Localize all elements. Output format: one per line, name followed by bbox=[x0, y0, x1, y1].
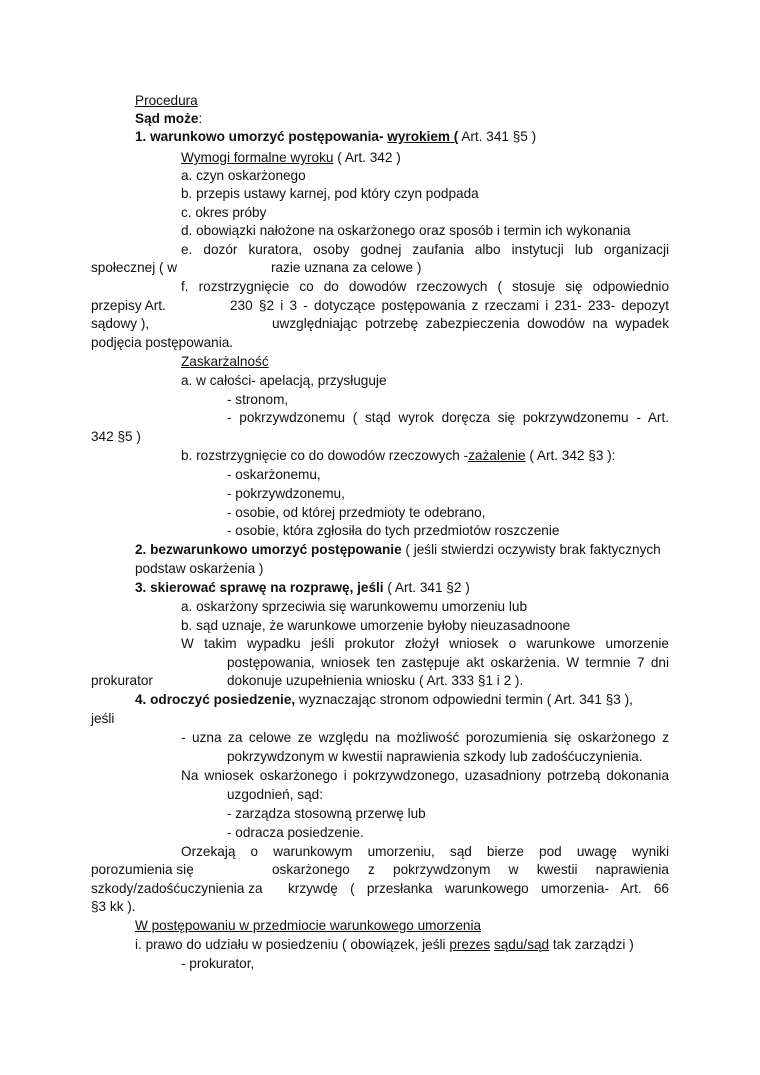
court-can-label: Sąd może bbox=[135, 111, 199, 126]
point-4-o4: §3 kk ). bbox=[91, 899, 136, 914]
appeal-b-4: - osobie, która zgłosiła do tych przedmiotów roszczenie bbox=[227, 523, 560, 538]
formal-requirements-ref: ( Art. 342 ) bbox=[333, 150, 401, 165]
point-4-u2: pokrzywdzonym w kwestii naprawienia szkody lub zadośćuczynienia. bbox=[227, 749, 643, 764]
formal-requirements-label: Wymogi formalne wyroku bbox=[181, 150, 334, 165]
formal-requirements-line bbox=[181, 149, 401, 167]
point-4-u1: - uzna za celowe ze względu na możliwość porozumienia się oskarżonego z bbox=[181, 730, 669, 745]
point-4-o2-end: oskarżonego z pokrzywdzonym w kwestii naprawienia bbox=[272, 862, 669, 877]
req-f-line3-end: uwzględniając potrzebę zabezpieczenia dowodów na wypadek bbox=[272, 316, 669, 331]
point-4-o3-end: krzywdę ( przesłanka warunkowego umorzenia- Art. 66 bbox=[288, 881, 669, 896]
point-4-title: 4. odroczyć posiedzenie, bbox=[135, 692, 296, 707]
appeal-b-2: - pokrzywdzonemu, bbox=[227, 486, 345, 501]
section-5-i bbox=[135, 936, 634, 954]
point-3-para-line3-end: dokonuje uzupełnienia wniosku ( Art. 333 §1 i 2 ). bbox=[227, 673, 524, 688]
point-3-b: b. sąd uznaje, że warunkowe umorzenie byłoby nieuzasadnoone bbox=[181, 618, 571, 633]
point-3-heading bbox=[135, 579, 470, 597]
section-5-i-1: - prokurator, bbox=[181, 956, 255, 971]
point-4-o2-start: porozumienia się bbox=[91, 862, 194, 877]
req-e-line2-start: społecznej ( w bbox=[91, 260, 178, 275]
point-3-title: 3. skierować sprawę na rozprawę, jeśli bbox=[135, 580, 384, 595]
point-4-m3: - zarządza stosowną przerwę lub bbox=[227, 806, 426, 821]
point-4-o3-start: szkody/zadośćuczynienia za bbox=[91, 881, 263, 896]
point-1-heading bbox=[135, 128, 536, 146]
section-5-i-post: tak zarządzi ) bbox=[549, 937, 634, 952]
point-4-text: wyznaczając stronom odpowiedni termin ( Art. 341 §3 ), bbox=[295, 692, 633, 707]
req-a: a. czyn oskarżonego bbox=[181, 168, 306, 183]
req-e-line2-end: razie uznana za celowe ) bbox=[271, 260, 422, 275]
colon: : bbox=[198, 111, 203, 126]
point-3-ref: ( Art. 341 §2 ) bbox=[383, 580, 470, 595]
court-term: sądu/sąd bbox=[493, 937, 550, 952]
appeal-b-post: ( Art. 342 §3 ): bbox=[525, 448, 616, 463]
point-4-line2: jeśli bbox=[91, 711, 115, 726]
req-e-line1: e. dozór kuratora, osoby godnej zaufania albo instytucji lub organizacji bbox=[181, 242, 669, 257]
point-4-o1: Orzekają o warunkowym umorzeniu, sąd bierze pod uwagę wyniki bbox=[181, 844, 669, 859]
appeal-a-2-cont: 342 §5 ) bbox=[91, 429, 141, 444]
court-can-line bbox=[135, 110, 202, 128]
point-3-a: a. oskarżony sprzeciwia się warunkowemu umorzeniu lub bbox=[181, 599, 528, 614]
point-4-m1: Na wniosek oskarżonego i pokrzywdzonego, uzasadniony potrzebą dokonania bbox=[181, 768, 669, 783]
complaint-term: zażalenie bbox=[468, 448, 526, 463]
point-4-m4: - odracza posiedzenie. bbox=[227, 825, 364, 840]
point-3-para-line1: W takim wypadku jeśli prokutor złożył wniosek o warunkowe umorzenie bbox=[181, 636, 669, 651]
president-term: prezes bbox=[449, 937, 491, 952]
point-1-ref: Art. 341 §5 ) bbox=[458, 129, 537, 144]
req-c: c. okres próby bbox=[181, 205, 267, 220]
appealability-label: Zaskarżalność bbox=[181, 354, 269, 369]
point-1-title: 1. warunkowo umorzyć postępowania- bbox=[135, 129, 384, 144]
appeal-a: a. w całości- apelacją, przysługuje bbox=[181, 373, 387, 388]
verdict-term: wyrokiem ( bbox=[387, 129, 459, 144]
appeal-a-1: - stronom, bbox=[227, 392, 289, 407]
point-4-line1 bbox=[135, 691, 633, 709]
req-f-line2-start: przepisy Art. bbox=[91, 298, 166, 313]
req-f-line3-start: sądowy ), bbox=[91, 316, 150, 331]
req-d: d. obowiązki nałożone na oskarżonego oraz sposób i termin ich wykonania bbox=[181, 223, 631, 238]
req-f-line1: f. rozstrzygnięcie co do dowodów rzeczowych ( stosuje się odpowiednio bbox=[181, 279, 669, 294]
section-5-i-pre: i. prawo do udziału w posiedzeniu ( obowiązek, jeśli bbox=[135, 937, 450, 952]
section-title: Procedura bbox=[135, 93, 198, 108]
req-f-line2-end: 230 §2 i 3 - dotyczące postępowania z rzeczami i 231- 233- depozyt bbox=[230, 298, 669, 313]
point-2-line2: podstaw oskarżenia ) bbox=[135, 561, 264, 576]
req-f-line4: podjęcia postępowania. bbox=[91, 335, 234, 350]
point-2-text: ( jeśli stwierdzi oczywisty brak faktycznych bbox=[401, 542, 661, 557]
point-2-line1 bbox=[135, 541, 669, 559]
appeal-b-1: - oskarżonemu, bbox=[227, 467, 321, 482]
appeal-a-2: - pokrzywdzonemu ( stąd wyrok doręcza się pokrzywdzonemu - Art. bbox=[227, 410, 669, 425]
point-3-para-line3-start: prokurator bbox=[91, 673, 153, 688]
req-b: b. przepis ustawy karnej, pod który czyn podpada bbox=[181, 186, 479, 201]
point-4-m2: uzgodnień, sąd: bbox=[227, 787, 323, 802]
point-3-para-line2: postępowania, wniosek ten zastępuje akt oskarżenia. W termnie 7 dni bbox=[227, 655, 669, 670]
appeal-b bbox=[181, 447, 615, 465]
section-5-heading: W postępowaniu w przedmiocie warunkowego umorzenia bbox=[135, 918, 482, 933]
point-2-title: 2. bezwarunkowo umorzyć postępowanie bbox=[135, 542, 402, 557]
appeal-b-3: - osobie, od której przedmioty te odebrano, bbox=[227, 505, 486, 520]
appeal-b-pre: b. rozstrzygnięcie co do dowodów rzeczowych - bbox=[181, 448, 469, 463]
